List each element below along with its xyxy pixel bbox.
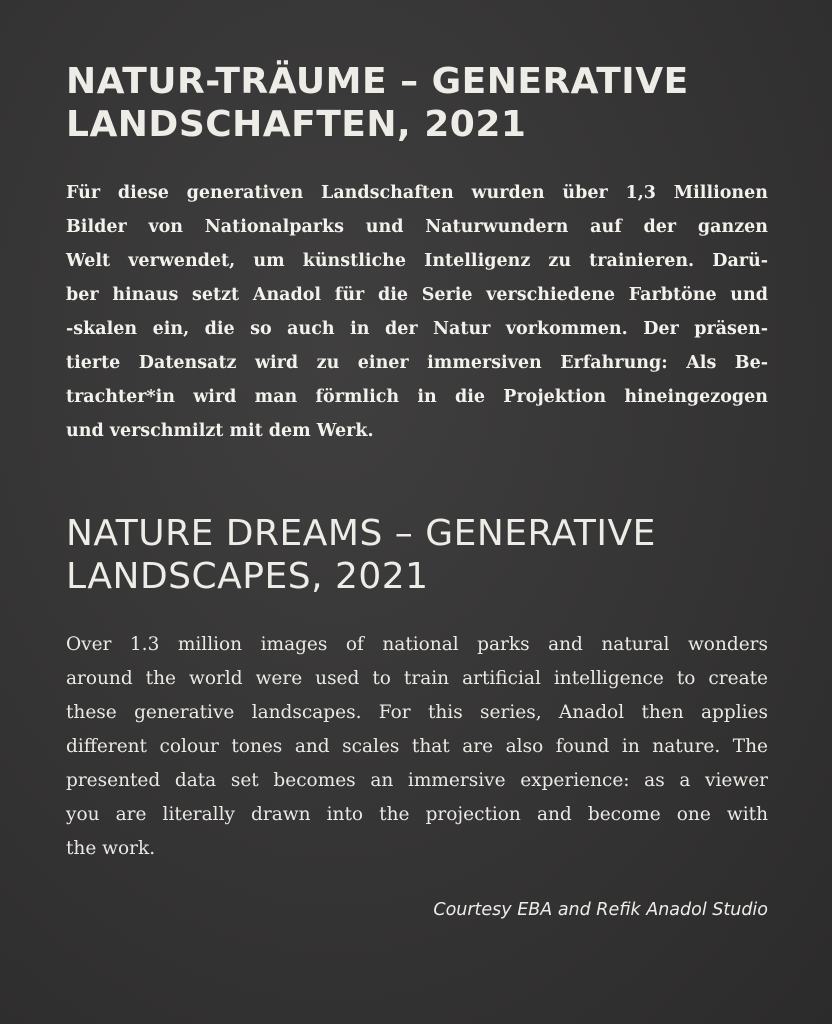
german-title-line-2: LANDSCHAFTEN, 2021: [66, 104, 527, 145]
english-line-7: the work.: [66, 838, 156, 859]
english-title-line-2: LANDSCAPES, 2021: [66, 556, 429, 597]
english-line-5: presented data set becomes an immersive experience: as a viewer: [66, 770, 768, 791]
german-line-7: trachter*in wird man förmlich in die Projektion hineingezogen: [66, 387, 768, 407]
german-line-1: Für diese generativen Landschaften wurden über 1,3 Millionen: [66, 183, 768, 203]
credit-line: Courtesy EBA and Refik Anadol Studio: [433, 900, 768, 920]
english-line-1: Over 1.3 million images of national parks and natural wonders: [66, 634, 768, 655]
german-description: [66, 176, 768, 448]
english-line-2: around the world were used to train artificial intelligence to create: [66, 668, 768, 689]
german-title-line-1: NATUR-TRÄUME – GENERATIVE: [66, 61, 689, 102]
english-title-line-1: NATURE DREAMS – GENERATIVE: [66, 513, 656, 554]
german-title: [66, 60, 786, 146]
english-line-6: you are literally drawn into the projection and become one with: [66, 804, 768, 825]
english-description: [66, 628, 768, 866]
german-line-8: und verschmilzt mit dem Werk.: [66, 421, 374, 441]
english-title: [66, 512, 786, 598]
english-line-4: different colour tones and scales that are also found in nature. The: [66, 736, 768, 757]
german-line-5: -skalen ein, die so auch in der Natur vorkommen. Der präsen-: [66, 319, 768, 339]
german-line-2: Bilder von Nationalparks und Naturwundern auf der ganzen: [66, 217, 768, 237]
german-line-4: ber hinaus setzt Anadol für die Serie verschiedene Farbtöne und: [66, 285, 768, 305]
german-line-6: tierte Datensatz wird zu einer immersiven Erfahrung: Als Be-: [66, 353, 768, 373]
english-line-3: these generative landscapes. For this series, Anadol then applies: [66, 702, 768, 723]
german-line-3: Welt verwendet, um künstliche Intelligenz zu trainieren. Darü-: [66, 251, 768, 271]
